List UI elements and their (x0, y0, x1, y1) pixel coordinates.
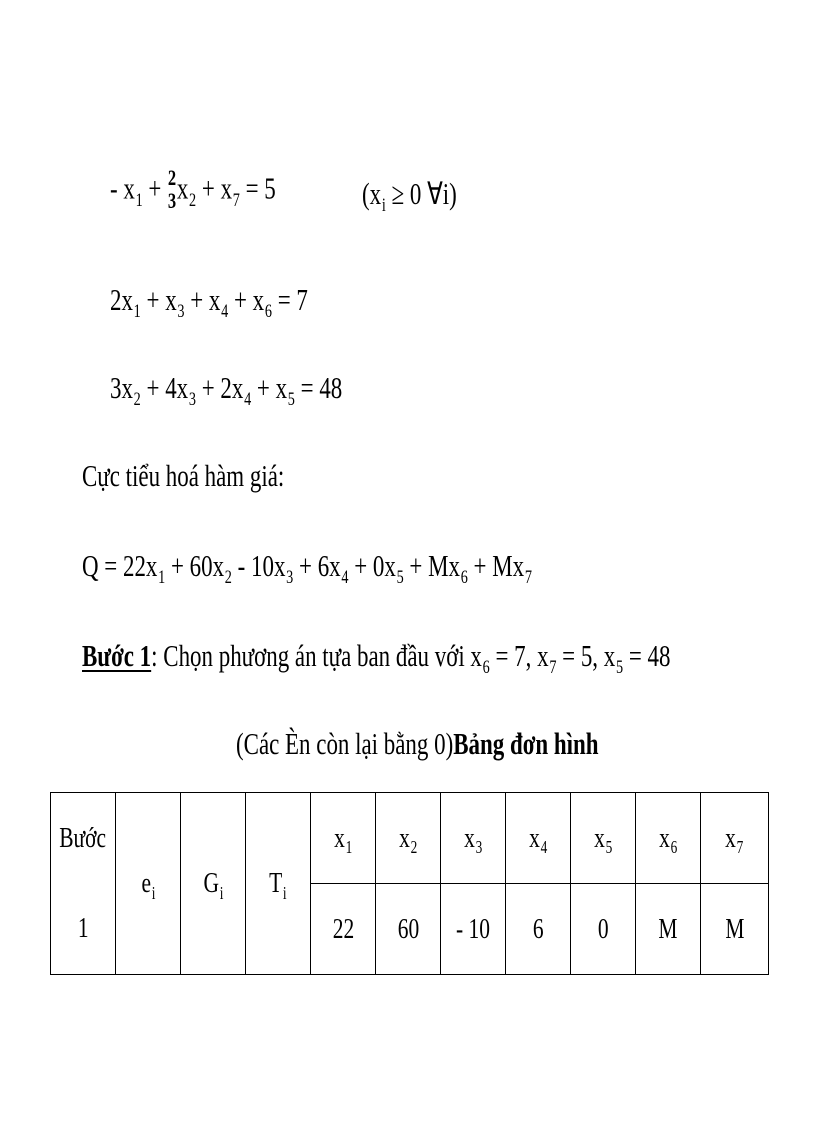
q-sub: 4 (341, 567, 349, 589)
eq2-term: + x (140, 282, 177, 317)
t-column-header (246, 793, 311, 975)
note-line (236, 728, 599, 759)
var-header-x5: $x_5$ (571, 793, 636, 884)
q-sub: 2 (224, 567, 232, 589)
q-term: + 6x (293, 548, 341, 583)
eq1-term: = 5 (239, 170, 276, 206)
equation-1 (110, 165, 276, 215)
eq1-sub: 7 (232, 189, 240, 211)
eq1-term: + x (196, 170, 233, 206)
var-header-x4: $x_4$ (506, 793, 571, 884)
eq2-sub: 6 (264, 301, 272, 323)
g-sub: i (219, 882, 223, 903)
equation-3 (110, 370, 343, 411)
g-base: G (203, 867, 219, 899)
t-base: T (269, 867, 283, 899)
step-1-title: Bước 1 (82, 638, 152, 673)
objective-label: Cực tiểu hoá hàm giá: (82, 458, 285, 493)
condition-sub: i (381, 195, 386, 217)
var-header-x2: $x_2$ (376, 793, 441, 884)
coef-x7: M (701, 884, 769, 975)
var-header-x1: $x_1$ (311, 793, 376, 884)
eq1-term: + (142, 170, 168, 206)
coef-x3: - 10 (441, 884, 506, 975)
q-term: + 0x (348, 548, 396, 583)
coef-x2: 60 (376, 884, 441, 975)
coef-x6: M (636, 884, 701, 975)
table-heading: Bảng đơn hình (453, 726, 599, 761)
eq2-sub: 4 (221, 301, 229, 323)
q-term: + 60x (165, 548, 225, 583)
step-1-text: = 7, x (489, 638, 549, 673)
q-term: Q = 22x (82, 548, 158, 583)
step-1-sub: 7 (549, 657, 557, 679)
condition-open: (x (362, 176, 382, 211)
simplex-table (50, 792, 769, 975)
coef-x4: 6 (506, 884, 571, 975)
fraction-denominator: 3 (167, 188, 177, 214)
coef-x5: 0 (571, 884, 636, 975)
coef-x1: 22 (311, 884, 376, 975)
eq2-sub: 3 (177, 301, 185, 323)
non-negativity-condition (362, 176, 457, 217)
e-base: e (141, 867, 151, 899)
t-sub: i (283, 882, 287, 903)
var-header-x3: $x_3$ (441, 793, 506, 884)
step-1-text: = 5, x (556, 638, 616, 673)
step-value: 1 (77, 912, 89, 944)
eq1-sub: 2 (189, 189, 197, 211)
fraction-numerator: 2 (167, 165, 177, 190)
step-label: Bước (59, 822, 107, 854)
var-header-x6: $x_6$ (636, 793, 701, 884)
condition-rest: ≥ 0 ∀i) (385, 176, 457, 211)
eq3-sub: 4 (244, 389, 252, 411)
eq2-term: = 7 (271, 282, 308, 317)
g-column-header (181, 793, 246, 975)
eq2-term: + x (184, 282, 221, 317)
eq3-term: + 4x (140, 370, 189, 405)
eq1-sub: 1 (135, 189, 143, 211)
eq1-term: - x (110, 170, 135, 206)
q-sub: 3 (286, 567, 294, 589)
eq3-term: + 2x (195, 370, 244, 405)
step-1-sub: 6 (482, 657, 490, 679)
var-header-x7: $x_7$ (701, 793, 769, 884)
fraction (168, 166, 176, 213)
step-cell (51, 793, 116, 975)
equation-2 (110, 282, 308, 323)
q-sub: 7 (524, 567, 532, 589)
table-header-row (51, 793, 769, 884)
q-sub: 5 (396, 567, 404, 589)
eq3-term: 3x (110, 370, 133, 405)
q-sub: 1 (158, 567, 166, 589)
eq3-term: + x (251, 370, 288, 405)
eq2-term: 2x (110, 282, 133, 317)
q-term: - 10x (231, 548, 286, 583)
eq1-term: x (176, 170, 189, 206)
e-sub: i (151, 882, 155, 903)
q-term: + Mx (403, 548, 460, 583)
eq2-term: + x (228, 282, 265, 317)
eq3-sub: 2 (133, 389, 141, 411)
eq2-sub: 1 (133, 301, 141, 323)
q-term: + Mx (467, 548, 525, 583)
step-1-sub: 5 (615, 657, 624, 679)
step-1-text: : Chọn phương án tựa ban đầu với x (151, 638, 482, 673)
step-1-line (82, 638, 671, 679)
eq3-term: = 48 (294, 370, 343, 405)
q-sub: 6 (460, 567, 468, 589)
note-text: (Các Èn còn lại bằng 0) (236, 726, 454, 761)
step-1-text: = 48 (623, 638, 671, 673)
e-column-header (116, 793, 181, 975)
eq3-sub: 5 (287, 389, 295, 411)
objective-function (82, 548, 532, 589)
eq3-sub: 3 (188, 389, 196, 411)
